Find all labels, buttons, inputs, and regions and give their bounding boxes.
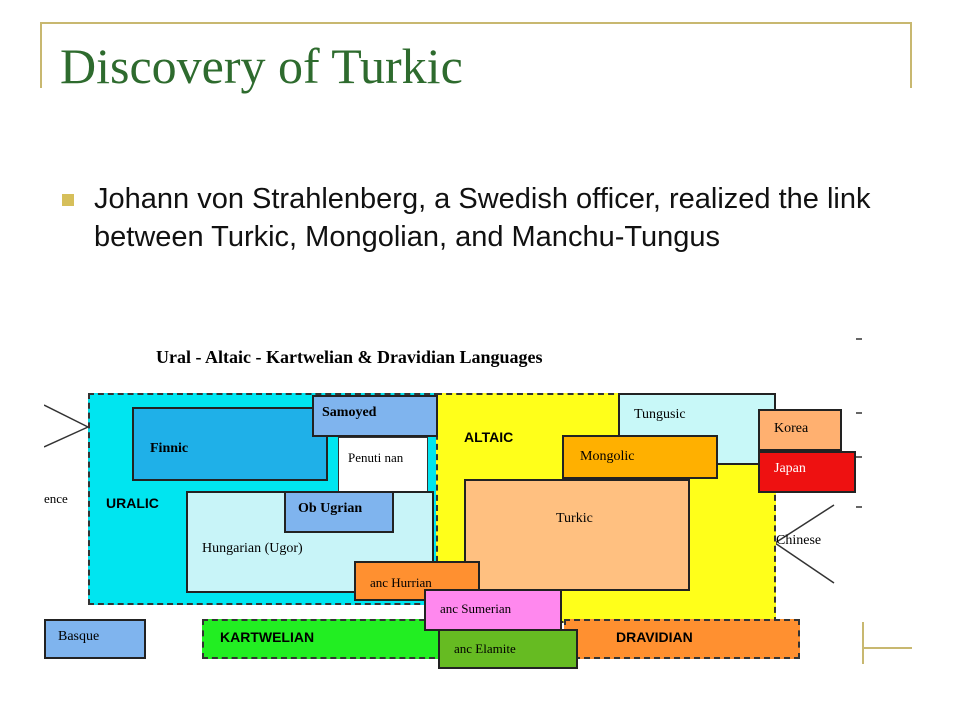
japan-box: [758, 451, 856, 493]
mongolic-label: Mongolic: [580, 449, 635, 464]
chinese-label: Chinese: [776, 533, 822, 548]
slide-frame-top: [40, 22, 912, 24]
anc-hurrian-label: anc Hurrian: [370, 575, 432, 590]
bullet-text: Johann von Strahlenberg, a Swedish officer, realized the link between Turkic, Mongolian, and Manchu-Tungus: [94, 183, 871, 253]
turkic-label: Turkic: [556, 511, 593, 526]
dravidian-label: DRAVIDIAN: [616, 629, 693, 645]
diagram-heading: Ural - Altaic - Kartwelian & Dravidian Languages: [156, 347, 543, 367]
penutian-label: Penuti nan: [348, 450, 404, 465]
japan-label: Japan: [774, 461, 806, 476]
language-family-diagram: [44, 325, 870, 665]
uralic-label: URALIC: [106, 495, 159, 511]
anc-sumerian-label: anc Sumerian: [440, 601, 512, 616]
slide-frame-right: [910, 22, 912, 88]
korea-label: Korea: [774, 421, 809, 436]
chinese-connector-lower: [775, 543, 834, 583]
slide-frame-left: [40, 22, 42, 88]
hungarian-label: Hungarian (Ugor): [202, 541, 303, 556]
tungusic-label: Tungusic: [634, 407, 686, 422]
influence-connector-lower: [44, 427, 88, 447]
anc-elamite-label: anc Elamite: [454, 641, 516, 656]
altaic-label: ALTAIC: [464, 429, 514, 445]
basque-label: Basque: [58, 629, 100, 644]
samoyed-label: Samoyed: [322, 405, 377, 420]
slide-title: Discovery of Turkic: [60, 38, 463, 94]
ob-ugrian-label: Ob Ugrian: [298, 501, 363, 516]
finnic-label: Finnic: [150, 441, 189, 456]
influence-label: ence: [44, 491, 68, 506]
bullet-marker: [62, 194, 74, 206]
kartwelian-label: KARTWELIAN: [220, 629, 315, 645]
influence-connector-upper: [44, 405, 88, 427]
turkic-box: [464, 479, 690, 591]
